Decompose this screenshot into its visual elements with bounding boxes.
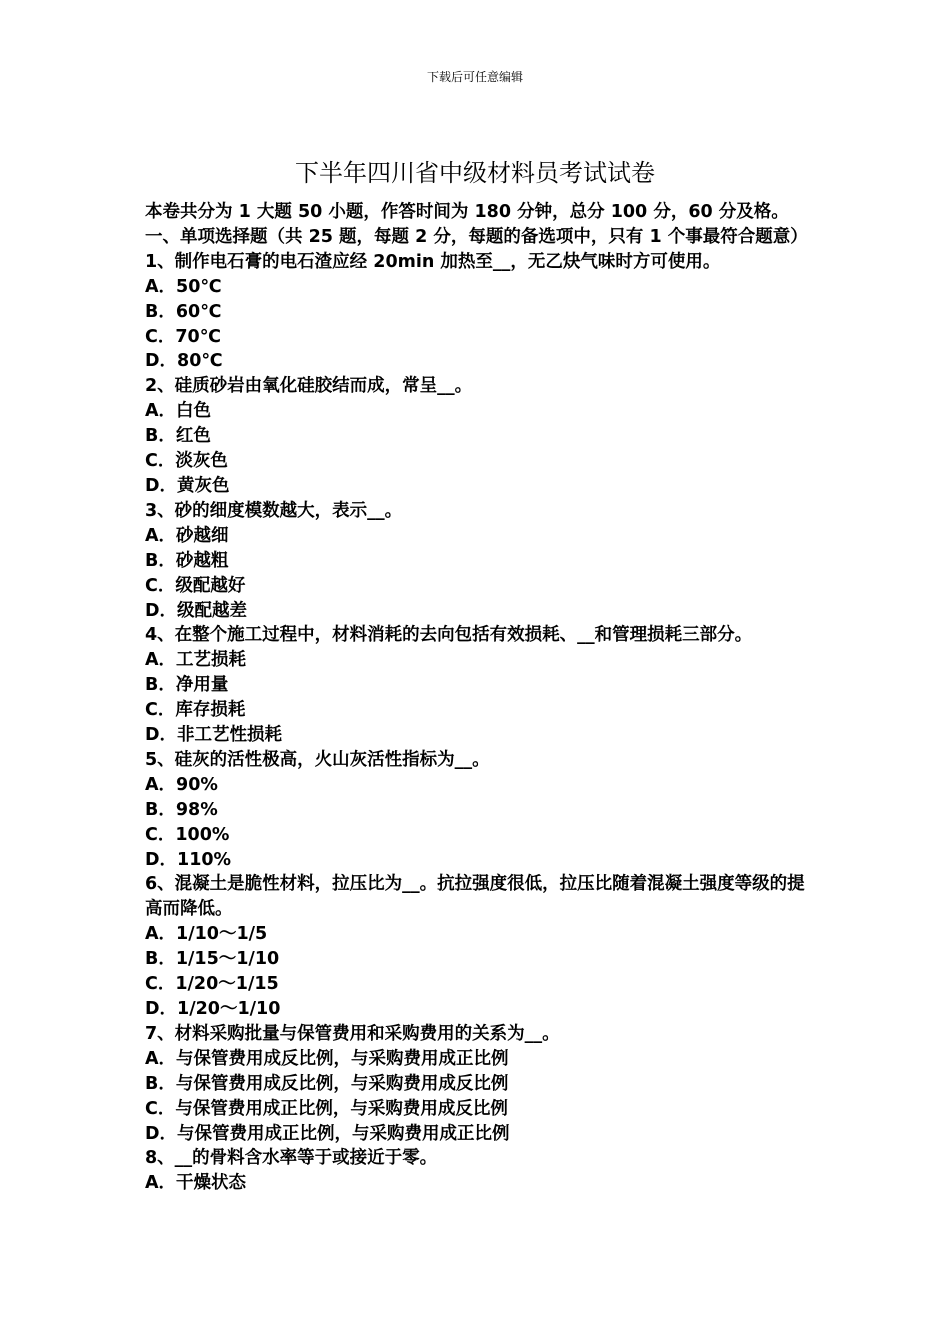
option-a: A．工艺损耗 xyxy=(145,650,247,671)
question-8 xyxy=(145,1146,815,1196)
option-a: A．90% xyxy=(145,774,218,795)
option-d: D．级配越差 xyxy=(145,600,248,621)
question-stem: 3、砂的细度模数越大，表示__。 xyxy=(145,500,403,521)
header-note: 下载后可任意编辑 xyxy=(426,70,523,84)
question-2 xyxy=(145,374,815,499)
exam-body xyxy=(145,200,815,1196)
option-d: D．110% xyxy=(145,849,232,870)
section-heading: 一、单项选择题（共 25 题，每题 2 分，每题的备选项中，只有 1 个事最符合题意） xyxy=(145,226,808,247)
question-stem: 5、硅灰的活性极高，火山灰活性指标为__。 xyxy=(145,749,490,770)
option-a: A．白色 xyxy=(145,401,212,422)
question-stem: 8、__的骨料含水率等于或接近于零。 xyxy=(145,1148,438,1169)
question-1 xyxy=(145,250,815,375)
option-c: C．1/20～1/15 xyxy=(145,974,279,995)
page-title: 下半年四川省中级材料员考试试卷 xyxy=(295,159,655,187)
question-7 xyxy=(145,1022,815,1147)
option-a: A．50℃ xyxy=(145,276,222,297)
option-c: C．100% xyxy=(145,824,230,845)
question-3 xyxy=(145,499,815,624)
question-5 xyxy=(145,748,815,873)
question-stem: 1、制作电石膏的电石渣应经 20min 加热至__，无乙炔气味时方可使用。 xyxy=(145,251,721,272)
option-a: A．与保管费用成反比例，与采购费用成正比例 xyxy=(145,1048,509,1069)
option-c: C．级配越好 xyxy=(145,575,246,596)
question-stem: 6、混凝土是脆性材料，拉压比为__。抗拉强度很低，拉压比随着混凝土强度等级的提高而降低。 xyxy=(145,874,805,920)
option-b: B．98% xyxy=(145,799,218,820)
option-d: D．1/20～1/10 xyxy=(145,999,281,1019)
option-b: B．与保管费用成反比例，与采购费用成反比例 xyxy=(145,1073,509,1094)
exam-intro: 本卷共分为 1 大题 50 小题，作答时间为 180 分钟，总分 100 分，60 分及格。 xyxy=(145,202,789,222)
option-a: A．干燥状态 xyxy=(145,1173,247,1194)
option-b: B．红色 xyxy=(145,426,211,447)
option-c: C．淡灰色 xyxy=(145,451,228,472)
option-a: A．1/10～1/5 xyxy=(145,924,268,945)
question-stem: 4、在整个施工过程中，材料消耗的去向包括有效损耗、__和管理损耗三部分。 xyxy=(145,625,753,646)
option-d: D．黄灰色 xyxy=(145,475,230,496)
option-c: C．与保管费用成正比例，与采购费用成反比例 xyxy=(145,1098,508,1119)
option-b: B．60℃ xyxy=(145,301,222,322)
option-b: B．砂越粗 xyxy=(145,550,229,571)
option-d: D．非工艺性损耗 xyxy=(145,725,283,746)
option-c: C．70℃ xyxy=(145,326,221,347)
option-a: A．砂越细 xyxy=(145,525,229,546)
option-d: D．与保管费用成正比例，与采购费用成正比例 xyxy=(145,1123,510,1144)
option-d: D．80℃ xyxy=(145,351,223,372)
question-stem: 2、硅质砂岩由氧化硅胶结而成，常呈__。 xyxy=(145,376,473,397)
question-6 xyxy=(145,872,815,1021)
question-stem: 7、材料采购批量与保管费用和采购费用的关系为__。 xyxy=(145,1023,560,1044)
option-c: C．库存损耗 xyxy=(145,700,246,721)
question-4 xyxy=(145,623,815,748)
option-b: B．净用量 xyxy=(145,675,229,696)
option-b: B．1/15～1/10 xyxy=(145,949,280,970)
